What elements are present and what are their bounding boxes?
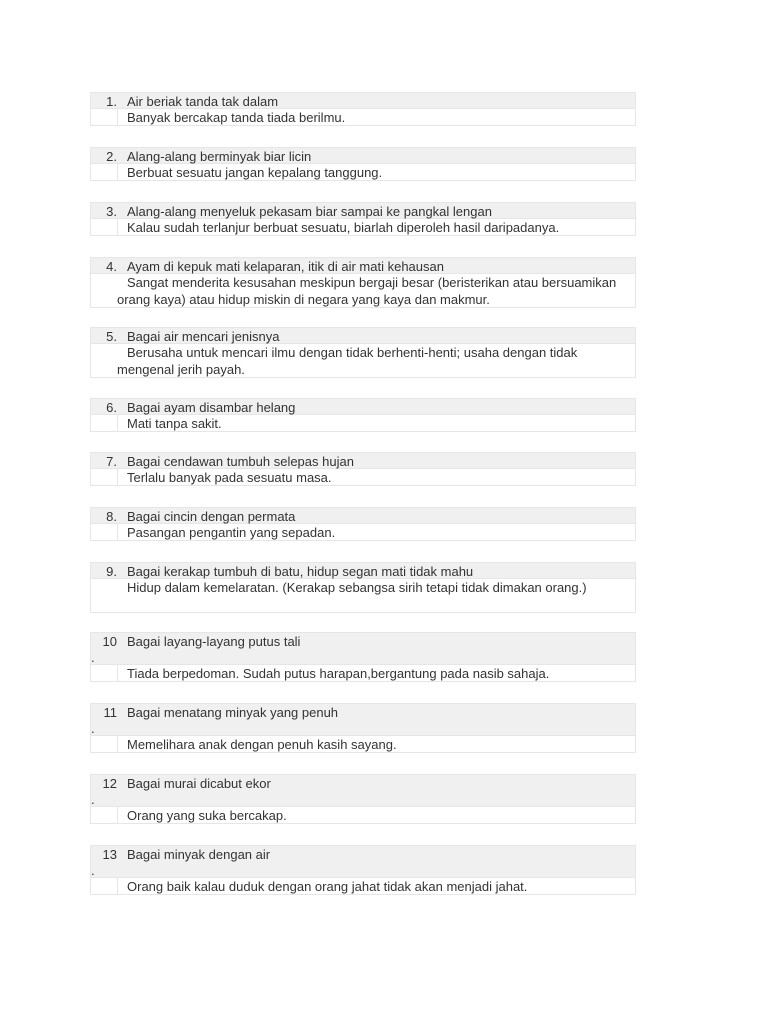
- peribahasa-text: Bagai cendawan tumbuh selepas hujan: [127, 454, 354, 469]
- list-item: [90, 507, 636, 541]
- peribahasa-text: Bagai ayam disambar helang: [127, 400, 296, 415]
- peribahasa-row: [90, 703, 636, 736]
- peribahasa-row: [90, 632, 636, 665]
- maksud-text: Tiada berpedoman. Sudah putus harapan,bergantung pada nasib sahaja.: [127, 666, 550, 681]
- item-number: 13: [102, 847, 117, 862]
- peribahasa-text: Air beriak tanda tak dalam: [127, 94, 279, 109]
- list-item: [90, 845, 636, 895]
- peribahasa-text: Bagai menatang minyak yang penuh: [127, 705, 339, 720]
- item-number: 11: [103, 705, 117, 720]
- item-number: 2.: [106, 149, 117, 164]
- item-number: 8.: [106, 509, 117, 524]
- list-item: [90, 257, 636, 308]
- peribahasa-row: [90, 845, 636, 878]
- list-item: [90, 703, 636, 753]
- peribahasa-text: Bagai air mencari jenisnya: [127, 329, 280, 344]
- maksud-text: Pasangan pengantin yang sepadan.: [127, 525, 336, 540]
- peribahasa-row: [90, 202, 636, 219]
- peribahasa-text: Bagai murai dicabut ekor: [127, 776, 271, 791]
- peribahasa-text: Bagai layang-layang putus tali: [127, 634, 301, 649]
- dot-mark: .: [91, 721, 95, 736]
- list-item: [90, 398, 636, 432]
- peribahasa-row: [90, 398, 636, 415]
- peribahasa-row: [90, 327, 636, 344]
- item-number: 12: [102, 776, 117, 791]
- list-item: [90, 452, 636, 486]
- item-number: 6.: [106, 400, 117, 415]
- item-number: 10: [102, 634, 117, 649]
- list-item: [90, 632, 636, 682]
- maksud-text: Banyak bercakap tanda tiada berilmu.: [127, 110, 346, 125]
- maksud-row: [90, 164, 636, 181]
- maksud-row: [90, 807, 636, 824]
- maksud-row: [90, 736, 636, 753]
- peribahasa-text: Bagai minyak dengan air: [127, 847, 271, 862]
- item-number: 3.: [106, 204, 117, 219]
- maksud-text: Orang baik kalau duduk dengan orang jahat tidak akan menjadi jahat.: [127, 879, 528, 894]
- list-item: [90, 92, 636, 126]
- maksud-text: Berbuat sesuatu jangan kepalang tanggung.: [127, 165, 383, 180]
- peribahasa-text: Alang-alang berminyak biar licin: [127, 149, 312, 164]
- maksud-row: [90, 344, 636, 378]
- list-item: [90, 774, 636, 824]
- maksud-row: [90, 415, 636, 432]
- peribahasa-row: [90, 507, 636, 524]
- item-number: 4.: [106, 259, 117, 274]
- maksud-text: Orang yang suka bercakap.: [127, 808, 287, 823]
- peribahasa-row: [90, 774, 636, 807]
- item-number: 5.: [106, 329, 117, 344]
- peribahasa-text: Bagai kerakap tumbuh di batu, hidup segan mati tidak mahu: [127, 564, 474, 579]
- maksud-row: [90, 109, 636, 126]
- peribahasa-text: Bagai cincin dengan permata: [127, 509, 296, 524]
- item-number: 7.: [106, 454, 117, 469]
- peribahasa-row: [90, 562, 636, 579]
- list-item: [90, 327, 636, 378]
- dot-mark: .: [91, 792, 95, 807]
- maksud-text: Kalau sudah terlanjur berbuat sesuatu, biarlah diperoleh hasil daripadanya.: [127, 220, 560, 235]
- peribahasa-row: [90, 257, 636, 274]
- item-number: 1.: [106, 94, 117, 109]
- maksud-text: Mati tanpa sakit.: [127, 416, 222, 431]
- maksud-text: Hidup dalam kemelaratan. (Kerakap sebangsa sirih tetapi tidak dimakan orang.): [127, 580, 587, 595]
- maksud-text: Terlalu banyak pada sesuatu masa.: [127, 470, 332, 485]
- list-item: [90, 147, 636, 181]
- item-number: 9.: [106, 564, 117, 579]
- maksud-row: [90, 878, 636, 895]
- peribahasa-text: Alang-alang menyeluk pekasam biar sampai ke pangkal lengan: [127, 204, 492, 219]
- maksud-text: Sangat menderita kesusahan meskipun bergaji besar (beristerikan atau bersuamikan orang kaya) atau hidup miskin di negara yang kaya dan makmur.: [117, 275, 617, 307]
- maksud-row: [90, 665, 636, 682]
- maksud-text: Memelihara anak dengan penuh kasih sayang.: [127, 737, 397, 752]
- maksud-row: [90, 469, 636, 486]
- maksud-row: [90, 219, 636, 236]
- maksud-text: Berusaha untuk mencari ilmu dengan tidak berhenti-henti; usaha dengan tidak mengenal jerih payah.: [117, 345, 578, 377]
- list-item: [90, 562, 636, 613]
- list-item: [90, 202, 636, 236]
- peribahasa-row: [90, 92, 636, 109]
- peribahasa-text: Ayam di kepuk mati kelaparan, itik di air mati kehausan: [127, 259, 444, 274]
- peribahasa-row: [90, 147, 636, 164]
- dot-mark: .: [91, 650, 95, 665]
- maksud-row: [90, 274, 636, 308]
- maksud-row: [90, 524, 636, 541]
- maksud-row: [90, 579, 636, 613]
- dot-mark: .: [91, 863, 95, 878]
- peribahasa-row: [90, 452, 636, 469]
